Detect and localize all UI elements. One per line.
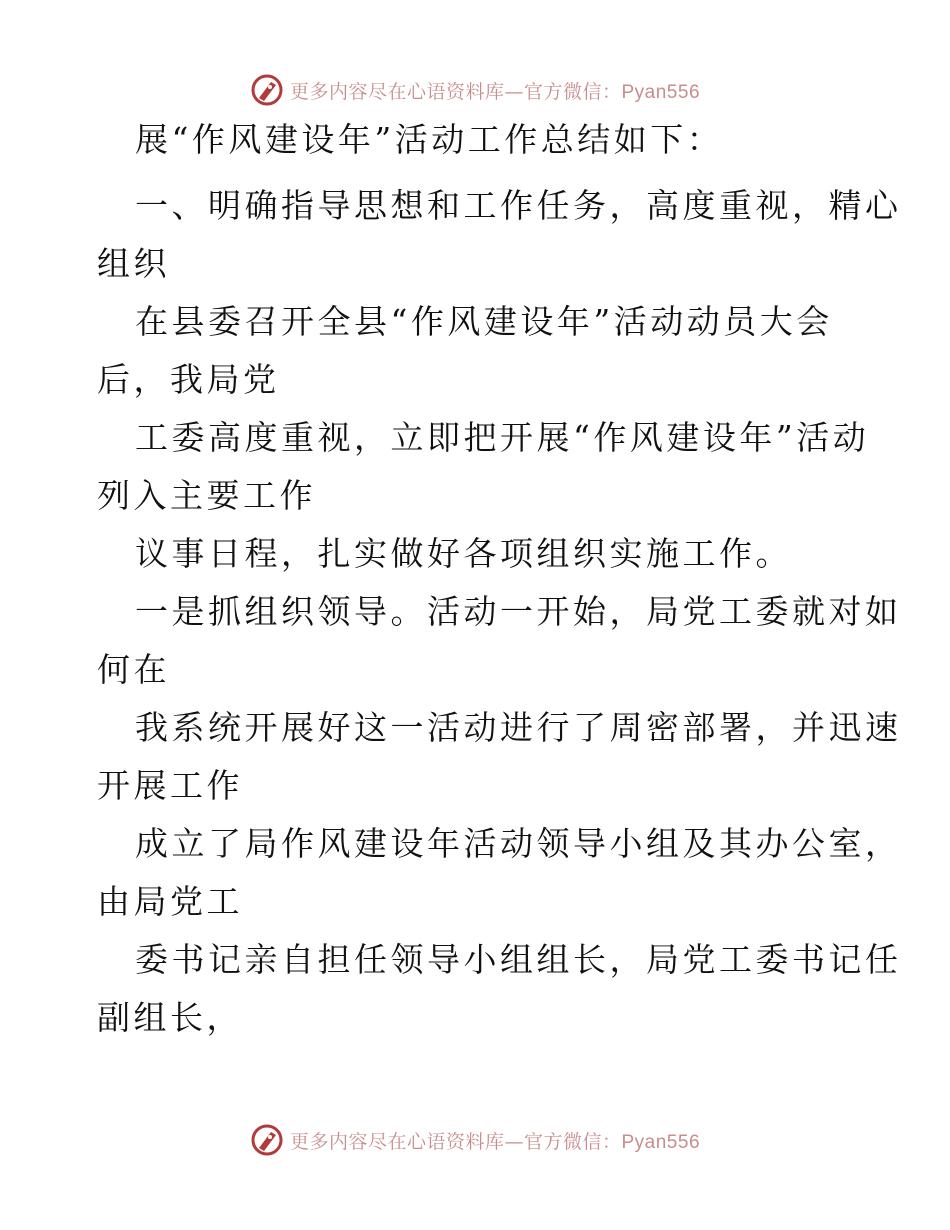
text-line: 我系统开展好这一活动进行了周密部署，并迅速 (135, 708, 902, 747)
text-line: 列入主要工作 (97, 476, 316, 515)
text-line: 副组长， (97, 998, 243, 1037)
text-line: 展“作风建设年”活动工作总结如下： (135, 120, 724, 159)
header-watermark (0, 70, 950, 110)
text-line: 由局党工 (97, 882, 243, 921)
watermark-text: 更多内容尽在心语资料库—官方微信：Pyan556 (289, 80, 701, 103)
footer-watermark (0, 1120, 950, 1160)
text-line: 工委高度重视，立即把开展“作风建设年”活动 (135, 418, 870, 457)
text-line: 委书记亲自担任领导小组组长，局党工委书记任 (135, 940, 902, 979)
text-line: 开展工作 (97, 766, 243, 805)
text-line: 后，我局党 (97, 360, 280, 399)
text-line: 组织 (97, 244, 170, 283)
text-line: 何在 (97, 650, 170, 689)
text-line: 一是抓组织领导。活动一开始，局党工委就对如 (135, 592, 902, 631)
text-line: 在县委召开全县“作风建设年”活动动员大会 (135, 302, 833, 341)
pen-nib-logo-icon (250, 1123, 284, 1157)
pen-nib-logo-icon (250, 73, 284, 107)
watermark-text: 更多内容尽在心语资料库—官方微信：Pyan556 (289, 1130, 701, 1153)
text-line: 一、明确指导思想和工作任务，高度重视，精心 (135, 186, 902, 225)
text-line: 成立了局作风建设年活动领导小组及其办公室， (135, 824, 902, 863)
text-line: 议事日程，扎实做好各项组织实施工作。 (135, 534, 792, 573)
